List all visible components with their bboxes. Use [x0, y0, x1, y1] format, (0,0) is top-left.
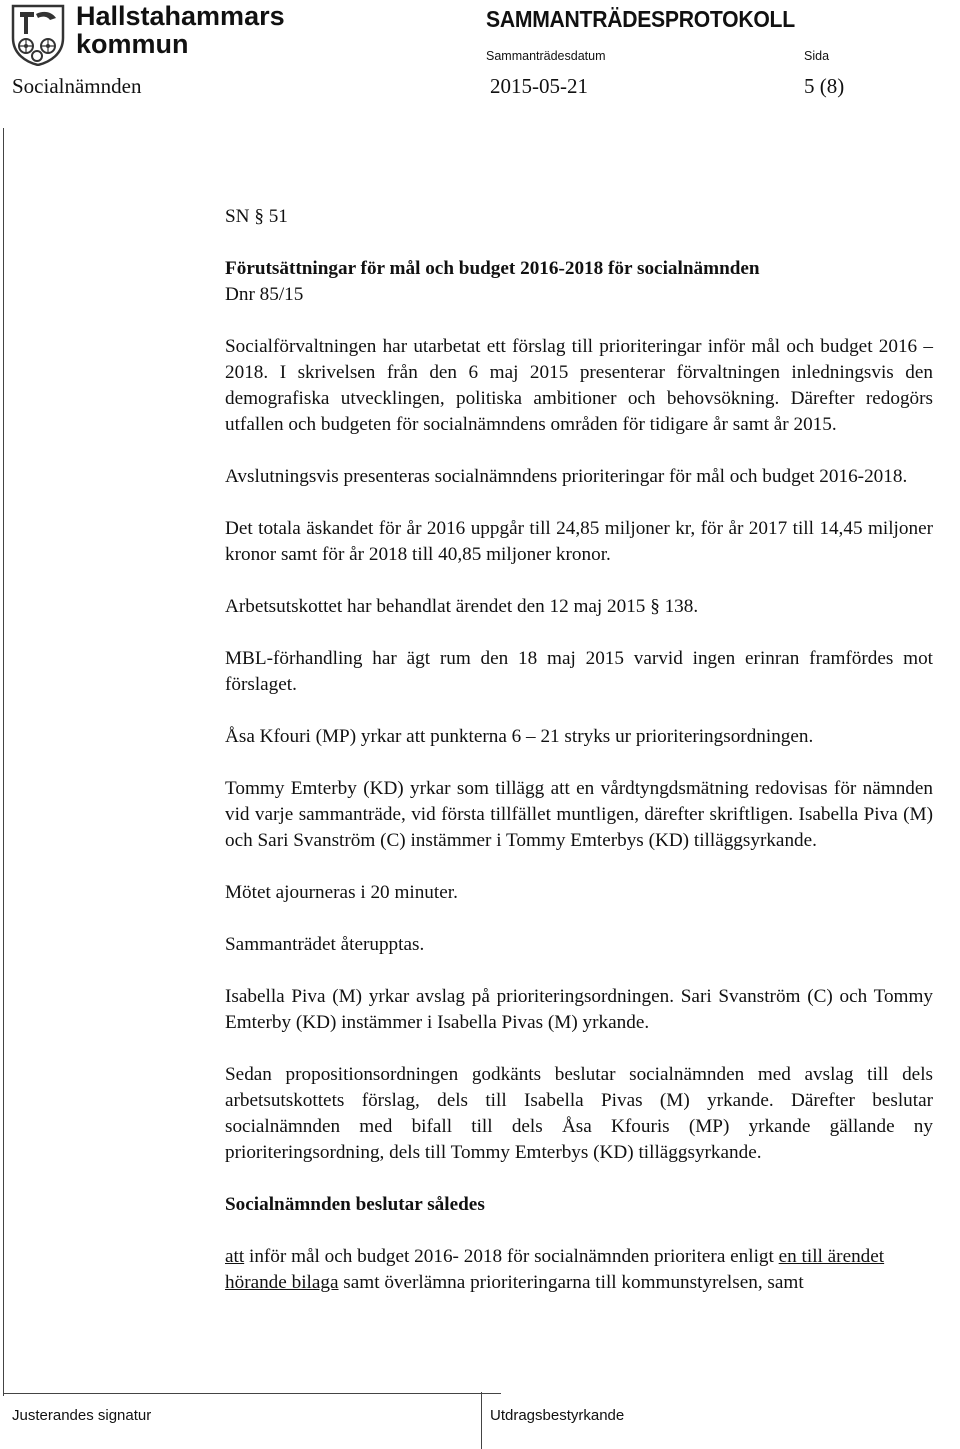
page-label: Sida: [804, 49, 830, 63]
body-paragraph: Sammanträdet återupptas.: [225, 934, 425, 955]
paragraph-number: SN § 51: [225, 206, 288, 227]
decision-text-b: samt överlämna prioriteringarna till kommunstyrelsen, samt: [338, 1272, 804, 1293]
municipality-name: [76, 2, 306, 58]
coat-of-arms-icon: [10, 4, 66, 66]
item-title-text: Förutsättningar för mål och budget 2016-2018 för socialnämnden: [225, 258, 760, 279]
footer-rule-right: [481, 1393, 501, 1394]
body-paragraph: Mötet ajourneras i 20 minuter.: [225, 882, 458, 903]
body-paragraph: Tommy Emterby (KD) yrkar som tillägg att en vårdtyngdsmätning redovisas för nämnden vid varje sammanträde, vid första tillfället muntligen, därefter skriftligen. Isabella Piva (M) och Sari Svanström (C) instämmer i Tommy Emterbys (KD) tilläggsyrkande.: [225, 778, 933, 851]
diary-number: Dnr 85/15: [225, 284, 304, 305]
municipality-name-line1: Hallstahammars: [76, 1, 285, 31]
committee-name: Socialnämnden: [12, 74, 142, 98]
decision-text-a: inför mål och budget 2016- 2018 för socialnämnden prioritera enligt: [244, 1246, 779, 1267]
decision-clause: [225, 1244, 933, 1296]
protocol-body: [225, 204, 933, 1296]
attachment-reference: en till ärendet hörande bilaga: [225, 1246, 885, 1293]
body-paragraph: Sedan propositionsordningen godkänts beslutar socialnämnden med avslag till dels arbetsutskottets förslag, dels till Isabella Pivas (M) yrkande. Därefter beslutar socialnämnden med bifall till dels Åsa Kfouris (MP) yrkande gällande ny prioriteringsordning, dels till Tommy Emterbys (KD) tilläggsyrkande.: [225, 1064, 933, 1163]
body-paragraph: Åsa Kfouri (MP) yrkar att punkterna 6 – 21 stryks ur prioriteringsordningen.: [225, 726, 814, 747]
decision-heading: [225, 1192, 933, 1218]
body-paragraph: Arbetsutskottet har behandlat ärendet den 12 maj 2015 § 138.: [225, 596, 699, 617]
document-type-title: SAMMANTRÄDESPROTOKOLL: [486, 6, 795, 32]
decision-att: att: [225, 1246, 245, 1267]
body-paragraph: Socialförvaltningen har utarbetat ett förslag till prioriteringar inför mål och budget 2016 – 2018. I skrivelsen från den 6 maj 2015 presenterar förvaltningen inledningsvis den demografiska utvecklingen, politiska ambitioner och behovsökning. Därefter redogörs utfallen och budgeten för socialnämndens områden för tidigare år samt år 2015.: [225, 336, 933, 435]
body-paragraph: Avslutningsvis presenteras socialnämndens prioriteringar för mål och budget 2016-2018.: [225, 466, 908, 487]
body-paragraph: Det totala äskandet för år 2016 uppgår till 24,85 miljoner kr, för år 2017 till 14,45 miljoner kronor samt för år 2018 till 40,85 miljoner kronor.: [225, 518, 933, 565]
footer-rule: [3, 1393, 481, 1394]
municipality-coat-of-arms-logo: [10, 4, 66, 66]
meeting-date: 2015-05-21: [490, 74, 588, 98]
item-title: [225, 256, 933, 282]
decision-heading-text: Socialnämnden beslutar således: [225, 1194, 485, 1215]
footer-divider: [481, 1392, 482, 1449]
body-paragraph: Isabella Piva (M) yrkar avslag på prioriteringsordningen. Sari Svanström (C) och Tommy Emterby (KD) instämmer i Isabella Pivas (M) yrkande.: [225, 986, 933, 1033]
signature-label: Justerandes signatur: [12, 1407, 152, 1424]
page-number: 5 (8): [804, 74, 845, 98]
meeting-date-label: Sammanträdesdatum: [486, 49, 606, 63]
extract-certification-label: Utdragsbestyrkande: [490, 1407, 625, 1424]
municipality-name-line2: kommun: [76, 29, 189, 59]
left-margin-rule: [3, 128, 4, 1396]
body-paragraph: MBL-förhandling har ägt rum den 18 maj 2015 varvid ingen erinran framfördes mot förslaget.: [225, 648, 933, 695]
